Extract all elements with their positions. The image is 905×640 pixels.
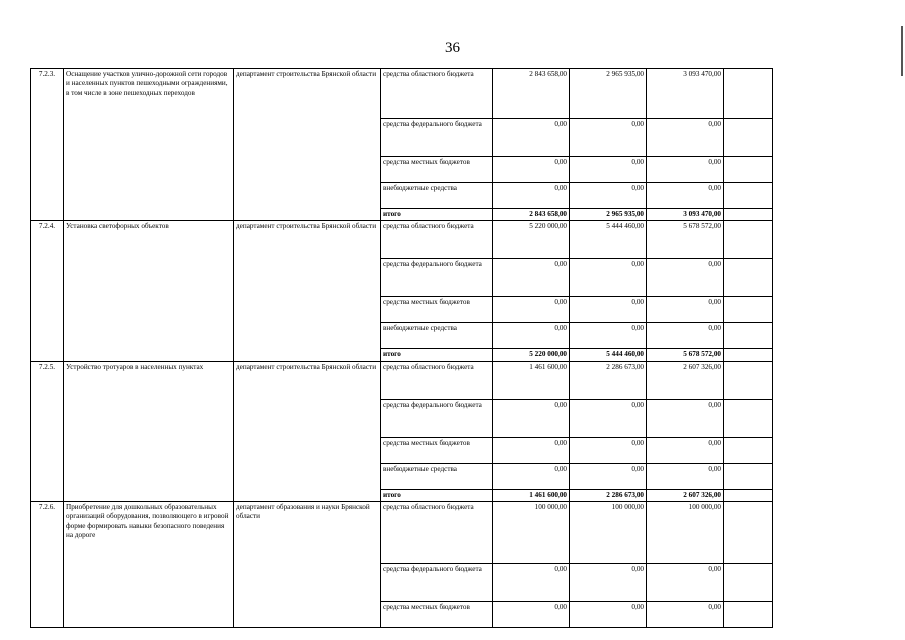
funding-source: средства федерального бюджета: [381, 119, 493, 157]
amount-year-2: 100 000,00: [570, 502, 647, 564]
funding-row: [31, 69, 773, 119]
executor: департамент строительства Брянской области: [234, 361, 381, 501]
amount-year-2: 0,00: [570, 463, 647, 489]
empty-cell: [724, 489, 773, 501]
amount-year-2: 2 286 673,00: [570, 361, 647, 399]
amount-year-3: 0,00: [647, 297, 724, 323]
empty-cell: [724, 463, 773, 489]
empty-cell: [724, 297, 773, 323]
funding-source: итого: [381, 489, 493, 501]
measure-name: Устройство тротуаров в населенных пунктах: [64, 361, 234, 501]
funding-source: средства областного бюджета: [381, 361, 493, 399]
amount-year-1: 100 000,00: [493, 502, 570, 564]
amount-year-2: 0,00: [570, 297, 647, 323]
amount-year-1: 0,00: [493, 602, 570, 628]
amount-year-3: 0,00: [647, 564, 724, 602]
funding-source: средства местных бюджетов: [381, 157, 493, 183]
amount-year-2: 5 444 460,00: [570, 221, 647, 259]
amount-year-2: 2 965 935,00: [570, 209, 647, 221]
funding-source: средства областного бюджета: [381, 502, 493, 564]
amount-year-1: 0,00: [493, 297, 570, 323]
amount-year-1: 1 461 600,00: [493, 489, 570, 501]
amount-year-3: 0,00: [647, 602, 724, 628]
amount-year-2: 2 286 673,00: [570, 489, 647, 501]
measure-name: Приобретение для дошкольных образовательных организаций оборудования, позволяющего в игровой форме формировать навыки безопасного поведения на дороге: [64, 502, 234, 628]
amount-year-2: 2 965 935,00: [570, 69, 647, 119]
empty-cell: [724, 119, 773, 157]
amount-year-2: 0,00: [570, 157, 647, 183]
amount-year-3: 100 000,00: [647, 502, 724, 564]
amount-year-3: 3 093 470,00: [647, 69, 724, 119]
measure-name: Оснащение участков улично-дорожной сети городов и населенных пунктов пешеходными ограждениями, в том числе в зоне пешеходных переходов: [64, 69, 234, 221]
amount-year-2: 0,00: [570, 259, 647, 297]
amount-year-2: 0,00: [570, 183, 647, 209]
funding-source: средства областного бюджета: [381, 221, 493, 259]
amount-year-3: 0,00: [647, 119, 724, 157]
empty-cell: [724, 437, 773, 463]
funding-source: итого: [381, 349, 493, 361]
funding-row: [31, 502, 773, 564]
page-number: 36: [445, 40, 460, 56]
item-number: 7.2.5.: [31, 361, 64, 501]
amount-year-3: 5 678 572,00: [647, 221, 724, 259]
funding-source: средства местных бюджетов: [381, 437, 493, 463]
amount-year-1: 0,00: [493, 157, 570, 183]
amount-year-1: 0,00: [493, 564, 570, 602]
amount-year-3: 0,00: [647, 463, 724, 489]
amount-year-3: 0,00: [647, 183, 724, 209]
amount-year-2: 0,00: [570, 119, 647, 157]
amount-year-1: 1 461 600,00: [493, 361, 570, 399]
empty-cell: [724, 323, 773, 349]
amount-year-1: 0,00: [493, 463, 570, 489]
funding-source: средства федерального бюджета: [381, 564, 493, 602]
scan-edge-mark: [901, 26, 903, 76]
amount-year-1: 0,00: [493, 259, 570, 297]
table-body: [31, 69, 773, 628]
funding-source: средства областного бюджета: [381, 69, 493, 119]
funding-row: [31, 221, 773, 259]
funding-source: средства федерального бюджета: [381, 399, 493, 437]
amount-year-3: 2 607 326,00: [647, 489, 724, 501]
amount-year-1: 0,00: [493, 119, 570, 157]
amount-year-3: 0,00: [647, 437, 724, 463]
amount-year-3: 0,00: [647, 157, 724, 183]
empty-cell: [724, 221, 773, 259]
amount-year-2: 0,00: [570, 564, 647, 602]
empty-cell: [724, 602, 773, 628]
empty-cell: [724, 502, 773, 564]
empty-cell: [724, 259, 773, 297]
empty-cell: [724, 183, 773, 209]
amount-year-2: 0,00: [570, 399, 647, 437]
amount-year-3: 0,00: [647, 399, 724, 437]
amount-year-2: 0,00: [570, 437, 647, 463]
empty-cell: [724, 399, 773, 437]
empty-cell: [724, 349, 773, 361]
empty-cell: [724, 361, 773, 399]
item-number: 7.2.4.: [31, 221, 64, 361]
funding-source: внебюджетные средства: [381, 323, 493, 349]
empty-cell: [724, 69, 773, 119]
amount-year-2: 0,00: [570, 602, 647, 628]
funding-source: средства местных бюджетов: [381, 297, 493, 323]
measure-name: Установка светофорных объектов: [64, 221, 234, 361]
amount-year-3: 3 093 470,00: [647, 209, 724, 221]
amount-year-3: 5 678 572,00: [647, 349, 724, 361]
item-number: 7.2.3.: [31, 69, 64, 221]
funding-source: итого: [381, 209, 493, 221]
amount-year-1: 2 843 658,00: [493, 209, 570, 221]
executor: департамент строительства Брянской области: [234, 221, 381, 361]
amount-year-3: 2 607 326,00: [647, 361, 724, 399]
amount-year-1: 5 220 000,00: [493, 349, 570, 361]
funding-table: [30, 68, 773, 628]
funding-source: внебюджетные средства: [381, 463, 493, 489]
amount-year-1: 0,00: [493, 437, 570, 463]
empty-cell: [724, 157, 773, 183]
executor: департамент строительства Брянской области: [234, 69, 381, 221]
funding-row: [31, 361, 773, 399]
funding-source: средства местных бюджетов: [381, 602, 493, 628]
empty-cell: [724, 564, 773, 602]
amount-year-1: 0,00: [493, 183, 570, 209]
funding-source: внебюджетные средства: [381, 183, 493, 209]
amount-year-3: 0,00: [647, 259, 724, 297]
amount-year-2: 0,00: [570, 323, 647, 349]
amount-year-3: 0,00: [647, 323, 724, 349]
funding-source: средства федерального бюджета: [381, 259, 493, 297]
amount-year-2: 5 444 460,00: [570, 349, 647, 361]
amount-year-1: 5 220 000,00: [493, 221, 570, 259]
amount-year-1: 2 843 658,00: [493, 69, 570, 119]
empty-cell: [724, 209, 773, 221]
amount-year-1: 0,00: [493, 323, 570, 349]
amount-year-1: 0,00: [493, 399, 570, 437]
executor: департамент образования и науки Брянской области: [234, 502, 381, 628]
item-number: 7.2.6.: [31, 502, 64, 628]
